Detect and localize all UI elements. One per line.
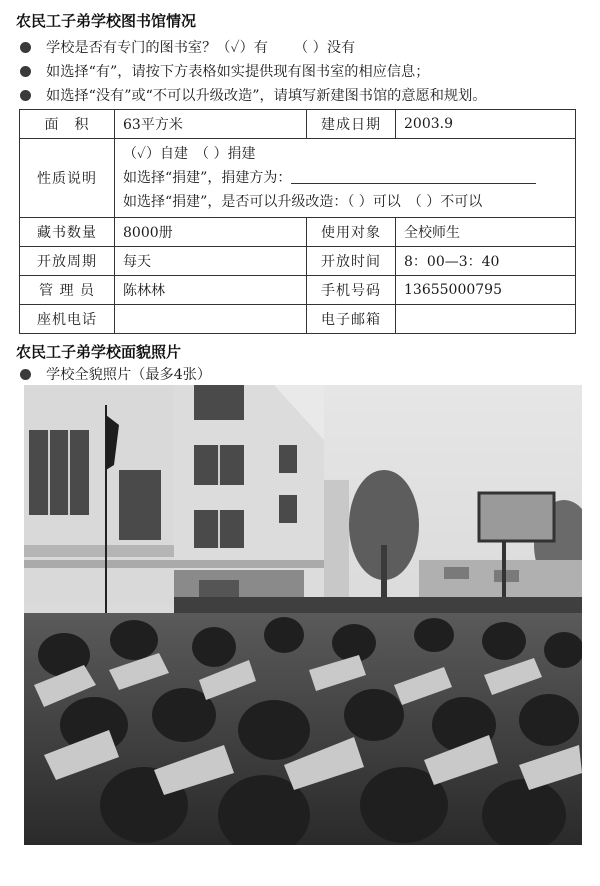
table-row [20, 305, 576, 334]
open-period-value[interactable]: 每天 [115, 247, 307, 276]
question-has-library: 学校是否有专门的图书室？ [46, 40, 217, 56]
books-label: 藏书数量 [20, 218, 115, 247]
table-row [20, 139, 576, 218]
table-row [20, 247, 576, 276]
bullet-has-library [20, 37, 355, 57]
instruction-no: 如选择“没有”或“不可以升级改造”，请填写新建图书馆的意愿和规划。 [46, 88, 487, 104]
table-row [20, 218, 576, 247]
open-time-value[interactable]: 8：00—3：40 [396, 247, 576, 276]
build-date-label: 建成日期 [307, 110, 396, 139]
section-title-library: 农民工子弟学校图书馆情况 [16, 12, 197, 30]
phone-value[interactable]: 13655000795 [396, 276, 576, 305]
users-label: 使用对象 [307, 218, 396, 247]
bullet-dot-icon [20, 90, 31, 101]
landline-label: 座机电话 [20, 305, 115, 334]
email-value[interactable] [396, 305, 576, 334]
bullet-dot-icon [20, 369, 31, 380]
open-period-label: 开放周期 [20, 247, 115, 276]
nature-label: 性质说明 [20, 139, 115, 218]
phone-label: 手机号码 [307, 276, 396, 305]
landline-value[interactable] [115, 305, 307, 334]
donor-blank-field[interactable] [291, 170, 536, 184]
nature-self-built[interactable]: （✓）自建 （ ）捐建 [123, 146, 256, 162]
table-row [20, 110, 576, 139]
area-label: 面 积 [20, 110, 115, 139]
bullet-instruction-no [20, 85, 486, 105]
table-row [20, 276, 576, 305]
email-label: 电子邮箱 [307, 305, 396, 334]
bullet-instruction-yes [20, 61, 429, 81]
bullet-dot-icon [20, 42, 31, 53]
section-title-photos: 农民工子弟学校面貌照片 [16, 343, 182, 361]
area-value[interactable]: 63平方米 [115, 110, 307, 139]
open-time-label: 开放时间 [307, 247, 396, 276]
nature-cell[interactable] [115, 139, 576, 218]
nature-donor-label: 如选择“捐建”，捐建方为： [123, 170, 292, 186]
admin-value[interactable]: 陈林林 [115, 276, 307, 305]
admin-label: 管 理 员 [20, 276, 115, 305]
books-value[interactable]: 8000册 [115, 218, 307, 247]
bullet-photo-caption [20, 364, 211, 384]
instruction-yes: 如选择“有”，请按下方表格如实提供现有图书室的相应信息； [46, 64, 430, 80]
bullet-dot-icon [20, 66, 31, 77]
nature-donor-line [123, 166, 567, 190]
school-photo [24, 385, 582, 845]
school-photo-image [24, 385, 582, 845]
photo-caption: 学校全貌照片（最多4张） [46, 367, 212, 383]
checkbox-yes[interactable]: （✓）有 [216, 40, 268, 56]
users-value[interactable]: 全校师生 [396, 218, 576, 247]
library-info-table [19, 109, 576, 334]
nature-upgrade[interactable]: 如选择“捐建”，是否可以升级改造：（ ）可以 （ ）不可以 [123, 194, 483, 210]
checkbox-no[interactable]: （ ）没有 [293, 40, 356, 56]
build-date-value[interactable]: 2003.9 [396, 110, 576, 139]
